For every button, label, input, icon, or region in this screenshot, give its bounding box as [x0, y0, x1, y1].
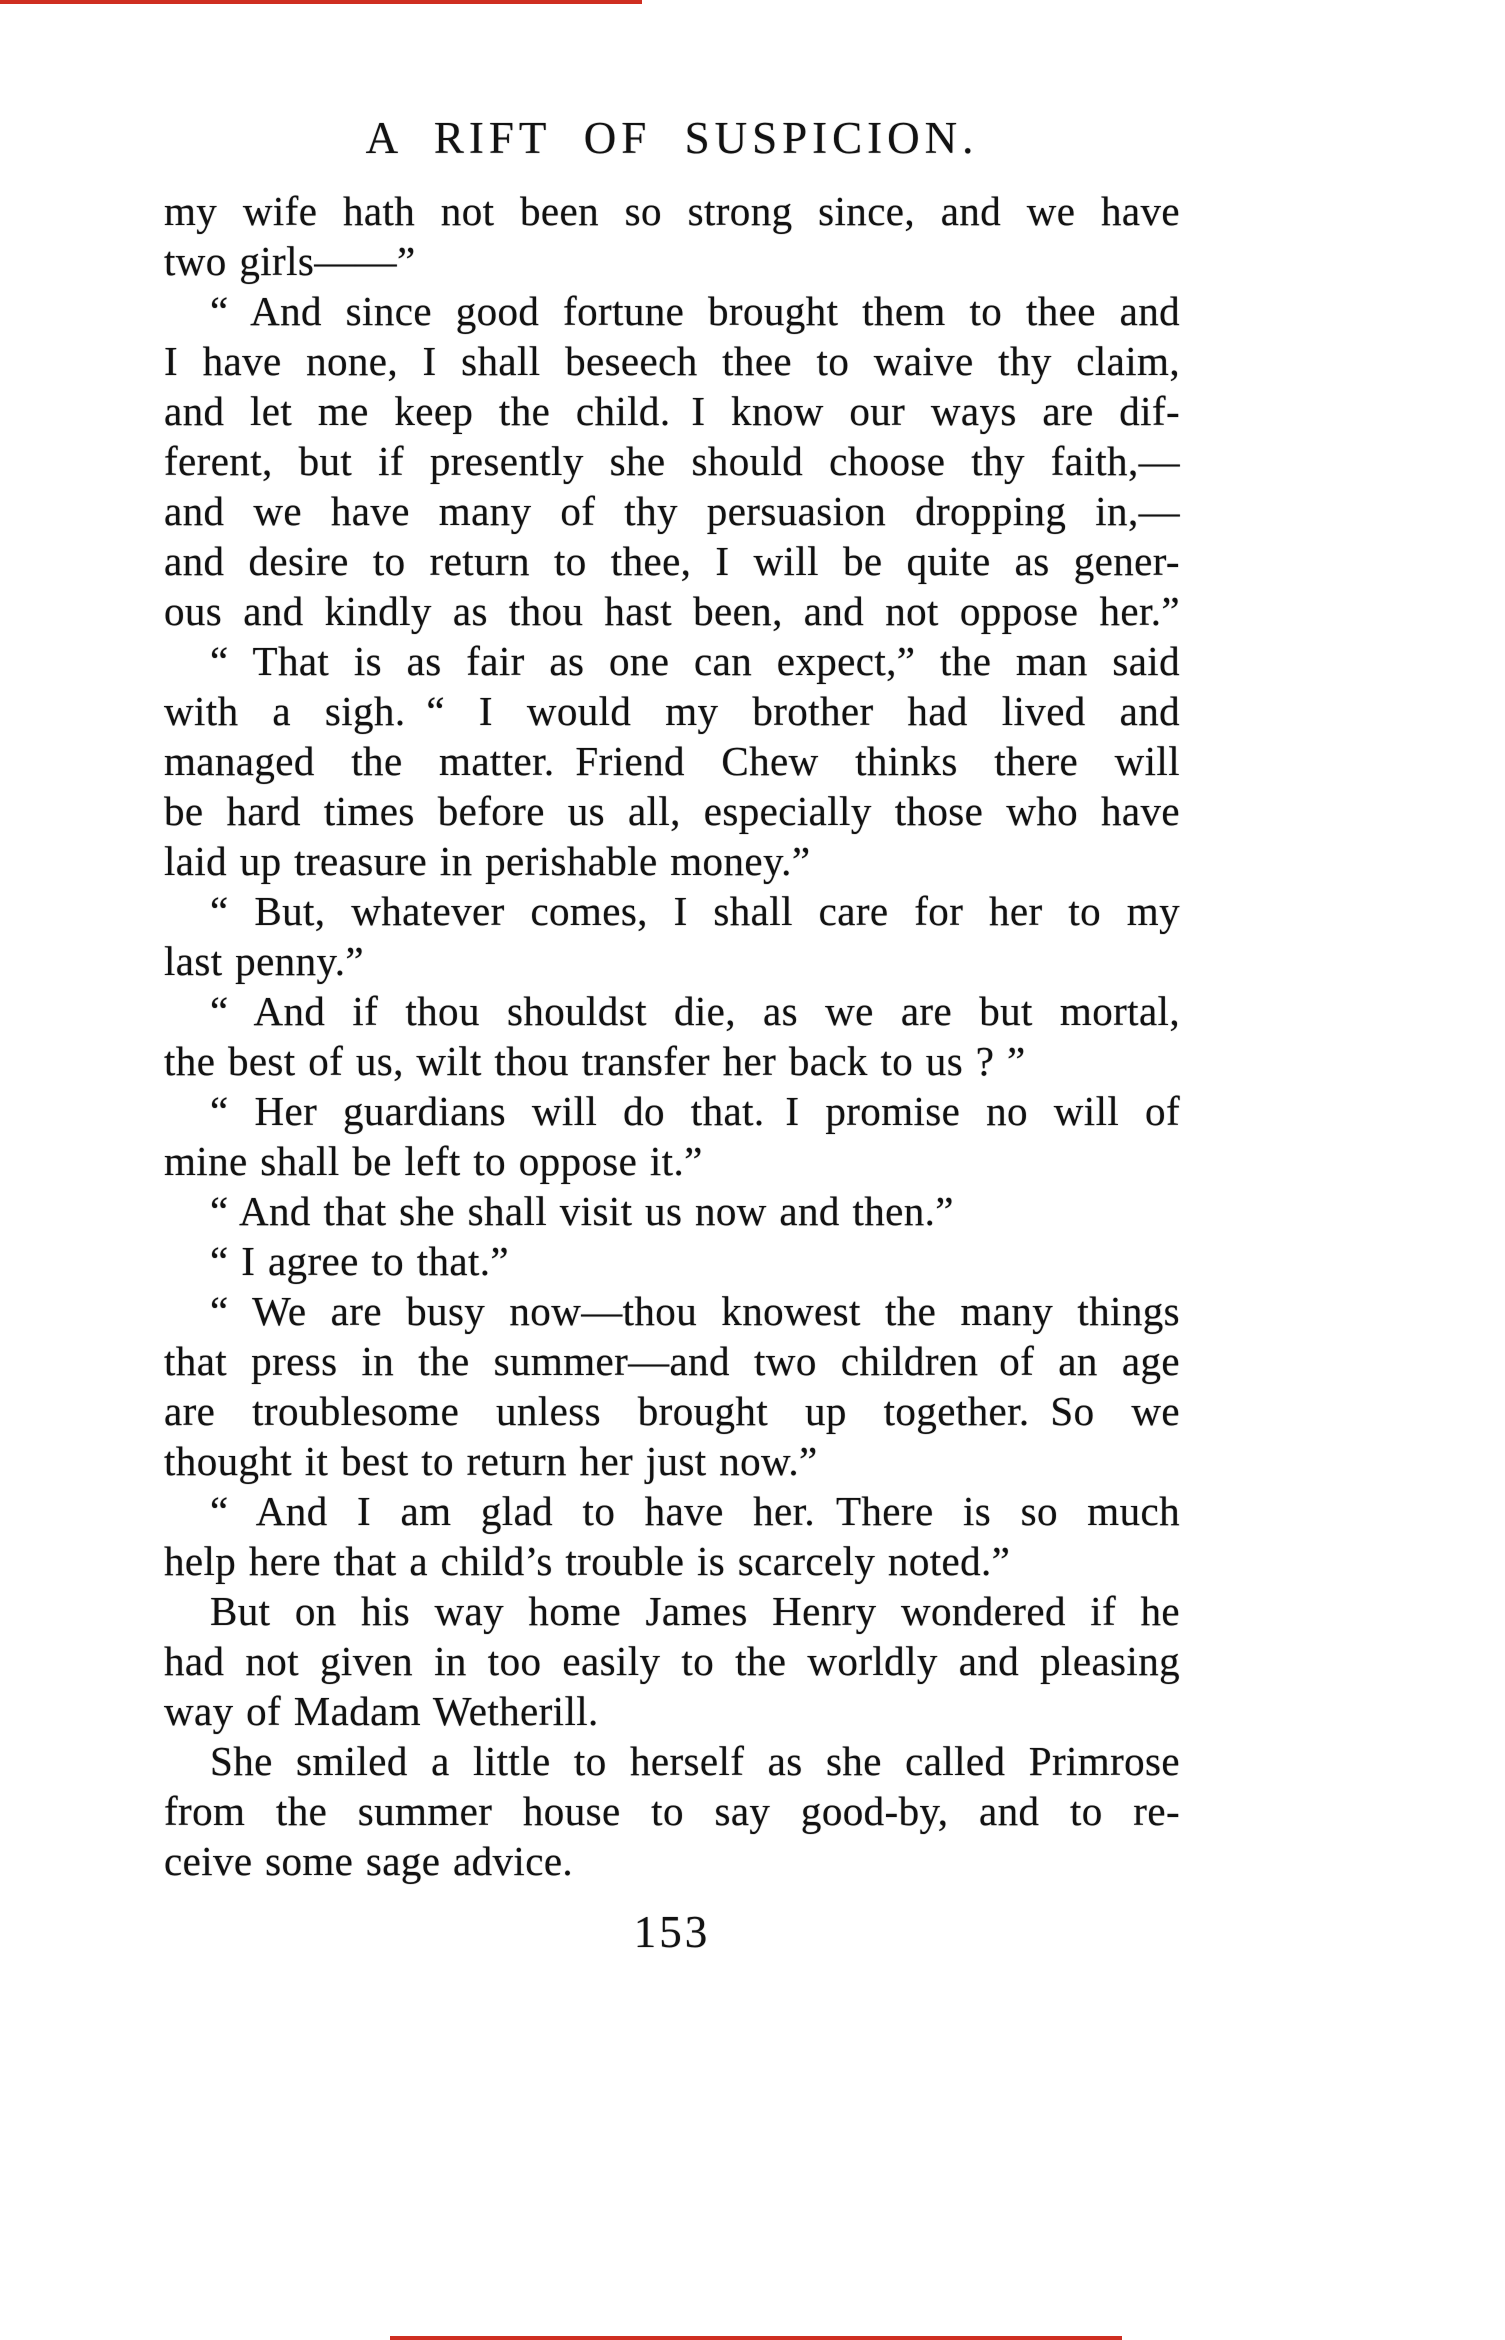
text-line: that press in the summer—and two children of an age: [164, 1338, 1180, 1384]
running-head: A RIFT OF SUSPICION.: [365, 113, 979, 163]
text-line: managed the matter. Friend Chew thinks there will: [164, 738, 1180, 784]
text-line: last penny.”: [164, 938, 364, 984]
text-line: two girls——”: [164, 238, 416, 284]
text-line: the best of us, wilt thou transfer her back to us ? ”: [164, 1038, 1026, 1084]
text-line: “ But, whatever comes, I shall care for her to my: [210, 888, 1180, 934]
text-line: “ And that she shall visit us now and then.”: [210, 1188, 954, 1234]
text-line: “ Her guardians will do that. I promise no will of: [210, 1088, 1180, 1134]
text-line: But on his way home James Henry wondered if he: [210, 1588, 1180, 1634]
text-line: “ That is as fair as one can expect,” the man said: [210, 638, 1180, 684]
text-line: She smiled a little to herself as she called Primrose: [210, 1738, 1180, 1784]
text-line: “ And if thou shouldst die, as we are but mortal,: [210, 988, 1180, 1034]
text-line: from the summer house to say good-by, and to re-: [164, 1788, 1180, 1834]
text-line: and we have many of thy persuasion dropping in,—: [164, 488, 1180, 534]
text-line: “ We are busy now—thou knowest the many things: [210, 1288, 1180, 1334]
text-line: ferent, but if presently she should choose thy faith,—: [164, 438, 1180, 484]
text-line: laid up treasure in perishable money.”: [164, 838, 811, 884]
text-line: mine shall be left to oppose it.”: [164, 1138, 703, 1184]
text-line: my wife hath not been so strong since, and we have: [164, 188, 1180, 234]
text-line: thought it best to return her just now.”: [164, 1438, 818, 1484]
scan-edge-mark-bottom: [390, 2336, 1122, 2340]
text-line: ous and kindly as thou hast been, and not oppose her.”: [164, 588, 1180, 634]
text-line: are troublesome unless brought up together. So we: [164, 1388, 1180, 1434]
page-number: 153: [633, 1907, 711, 1957]
body-text: [164, 186, 1180, 1886]
text-line: and desire to return to thee, I will be quite as gener-: [164, 538, 1180, 584]
text-line: I have none, I shall beseech thee to waive thy claim,: [164, 338, 1180, 384]
text-line: with a sigh. “ I would my brother had lived and: [164, 688, 1180, 734]
text-line: ceive some sage advice.: [164, 1838, 574, 1884]
text-line: and let me keep the child. I know our ways are dif-: [164, 388, 1180, 434]
scan-edge-mark-top: [0, 0, 642, 4]
text-line: way of Madam Wetherill.: [164, 1688, 599, 1734]
text-line: had not given in too easily to the worldly and pleasing: [164, 1638, 1180, 1684]
text-line: be hard times before us all, especially those who have: [164, 788, 1180, 834]
text-line: “ And I am glad to have her. There is so much: [210, 1488, 1180, 1534]
text-line: help here that a child’s trouble is scarcely noted.”: [164, 1538, 1011, 1584]
text-line: “ I agree to that.”: [210, 1238, 510, 1284]
text-line: “ And since good fortune brought them to thee and: [210, 288, 1180, 334]
